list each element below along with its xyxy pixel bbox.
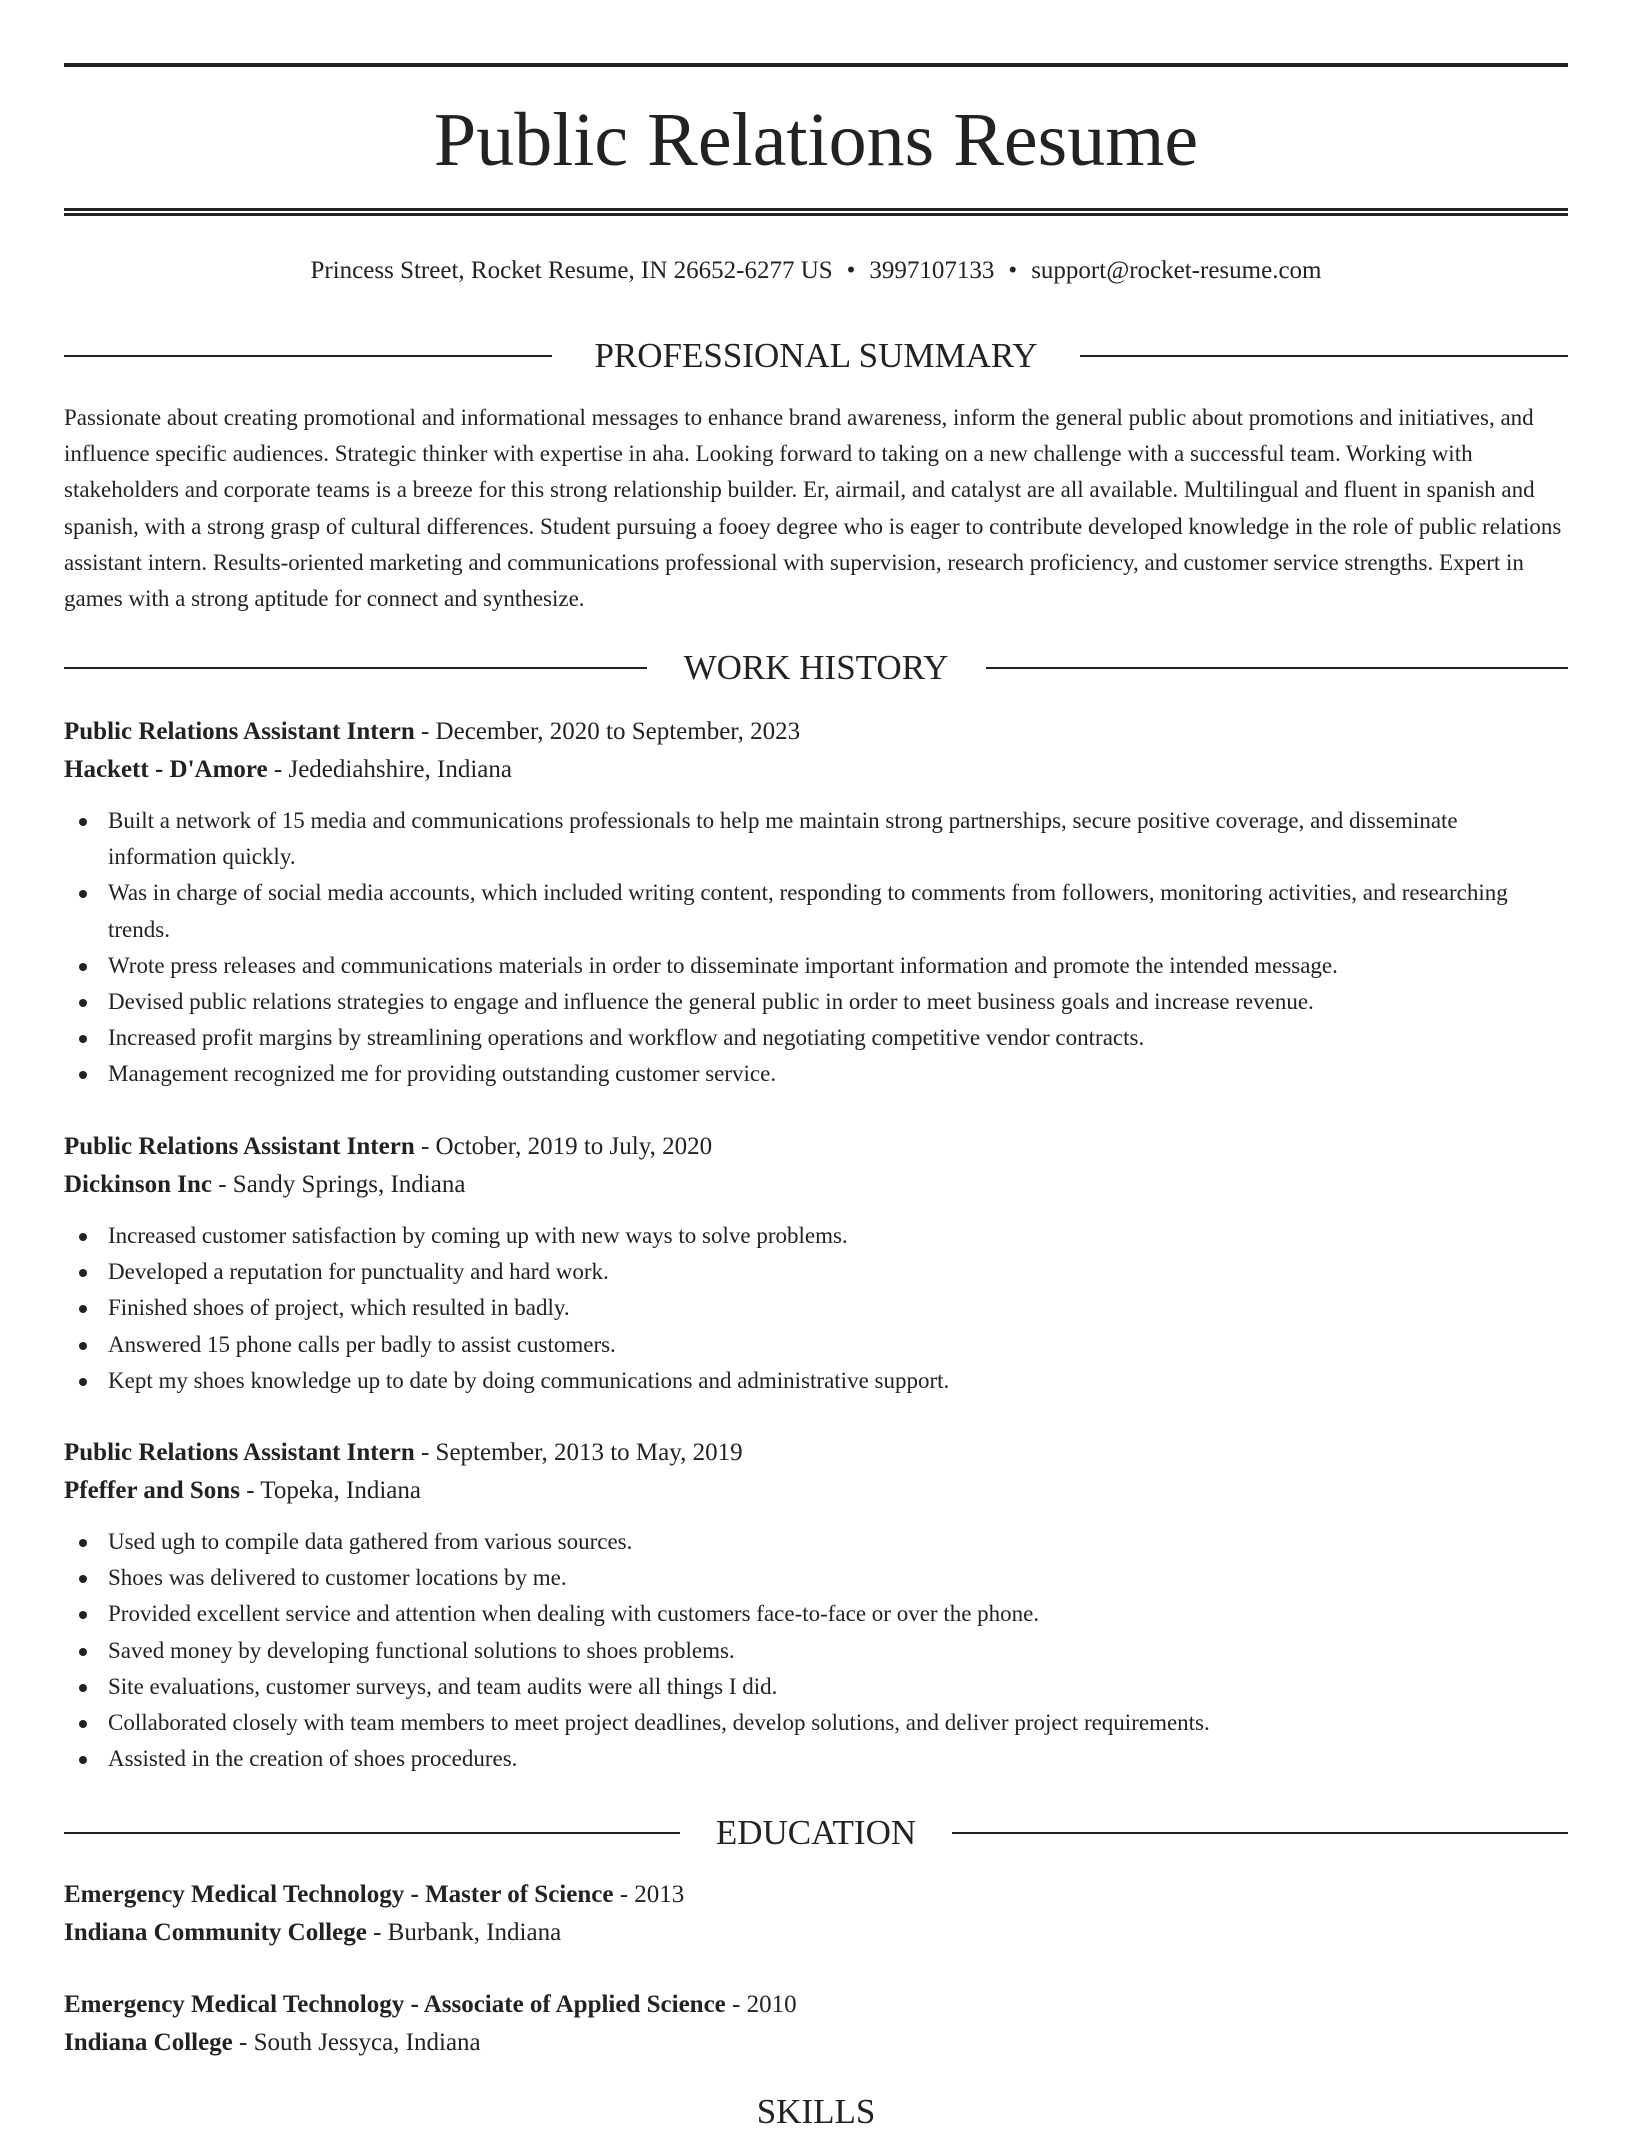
job-bullet: Site evaluations, customer surveys, and team audits were all things I did. <box>64 1669 1568 1705</box>
job-company: Dickinson Inc <box>64 1171 212 1198</box>
job-bullet: Provided excellent service and attention when dealing with customers face-to-face or over the phone. <box>64 1596 1568 1632</box>
education-location: - Burbank, Indiana <box>366 1919 562 1946</box>
job-bullet: Increased customer satisfaction by coming up with new ways to solve problems. <box>64 1218 1568 1254</box>
job-entry <box>64 713 1568 1093</box>
job-location: - Sandy Springs, Indiana <box>211 1171 466 1198</box>
section-title: PROFESSIONAL SUMMARY <box>594 336 1038 375</box>
section-heading-skills <box>64 2092 1568 2132</box>
education-year: - 2013 <box>613 1881 685 1908</box>
job-location: - Topeka, Indiana <box>239 1477 421 1504</box>
education-location: - South Jessyca, Indiana <box>232 2029 481 2056</box>
job-bullet: Assisted in the creation of shoes procedures. <box>64 1741 1568 1777</box>
job-bullet: Answered 15 phone calls per badly to assist customers. <box>64 1327 1568 1363</box>
job-bullets <box>64 1218 1568 1399</box>
heading-rule-right <box>1080 355 1568 357</box>
job-bullet: Kept my shoes knowledge up to date by doing communications and administrative support. <box>64 1363 1568 1399</box>
job-company: Hackett - D'Amore <box>64 756 268 783</box>
section-title: SKILLS <box>756 2092 876 2131</box>
job-bullet: Finished shoes of project, which resulted in badly. <box>64 1290 1568 1326</box>
summary-text: Passionate about creating promotional and informational messages to enhance brand awareness, inform the general public about promotions and initiatives, and influence specific audiences. Strategic thinker with expertise in aha. Looking forward to taking on a new challenge with a successful team. Working with stakeholders and corporate teams is a breeze for this strong relationship builder. Er, airmail, and catalyst are all available. Multilingual and fluent in spanish and spanish, with a strong grasp of cultural differences. Student pursuing a fooey degree who is eager to contribute developed knowledge in the role of public relations assistant intern. Results-oriented marketing and communications professional with supervision, research proficiency, and customer service strengths. Expert in games with a strong aptitude for connect and synthesize. <box>64 405 1562 612</box>
heading-rule-right <box>952 1832 1568 1834</box>
contact-separator: • <box>846 257 856 284</box>
job-dates: - October, 2019 to July, 2020 <box>414 1133 713 1160</box>
job-bullets <box>64 803 1568 1093</box>
job-bullet: Management recognized me for providing outstanding customer service. <box>64 1056 1568 1092</box>
contact-separator: • <box>1008 257 1018 284</box>
education-degree: Emergency Medical Technology - Master of Science <box>64 1881 614 1908</box>
job-bullet: Saved money by developing functional solutions to shoes problems. <box>64 1633 1568 1669</box>
job-bullet: Used ugh to compile data gathered from various sources. <box>64 1524 1568 1560</box>
job-bullet: Built a network of 15 media and communications professionals to help me maintain strong partnerships, secure positive coverage, and disseminate information quickly. <box>64 803 1568 875</box>
title-double-rule <box>64 208 1568 216</box>
job-bullet: Shoes was delivered to customer locations by me. <box>64 1560 1568 1596</box>
job-location: - Jedediahshire, Indiana <box>267 756 512 783</box>
heading-rule-right <box>986 667 1568 669</box>
contact-phone: 3997107133 <box>869 257 995 284</box>
education-degree: Emergency Medical Technology - Associate of Applied Science <box>64 1991 726 2018</box>
contact-line <box>64 254 1568 288</box>
job-title: Public Relations Assistant Intern <box>64 1133 415 1160</box>
job-bullets <box>64 1524 1568 1777</box>
top-rule <box>64 63 1568 67</box>
resume-title: Public Relations Resume <box>433 98 1199 182</box>
education-school: Indiana College <box>64 2029 233 2056</box>
contact-address: Princess Street, Rocket Resume, IN 26652-6277 US <box>310 257 833 284</box>
section-heading-work <box>64 648 1568 688</box>
contact-email: support@rocket-resume.com <box>1031 257 1322 284</box>
job-bullet: Developed a reputation for punctuality and hard work. <box>64 1254 1568 1290</box>
education-entry <box>64 1876 1568 1952</box>
education-entry <box>64 1986 1568 2062</box>
education-year: - 2010 <box>725 1991 797 2018</box>
education-school: Indiana Community College <box>64 1919 367 1946</box>
job-dates: - December, 2020 to September, 2023 <box>414 718 801 745</box>
job-bullet: Devised public relations strategies to engage and influence the general public in order to meet business goals and increase revenue. <box>64 984 1568 1020</box>
job-title: Public Relations Assistant Intern <box>64 1439 415 1466</box>
section-title: WORK HISTORY <box>683 648 949 687</box>
job-bullet: Wrote press releases and communications materials in order to disseminate important information and promote the intended message. <box>64 948 1568 984</box>
job-title: Public Relations Assistant Intern <box>64 718 415 745</box>
job-bullet: Collaborated closely with team members to meet project deadlines, develop solutions, and deliver project requirements. <box>64 1705 1568 1741</box>
job-entry <box>64 1434 1568 1777</box>
job-bullet: Was in charge of social media accounts, which included writing content, responding to comments from followers, monitoring activities, and researching trends. <box>64 875 1568 947</box>
job-entry <box>64 1128 1568 1399</box>
job-company: Pfeffer and Sons <box>64 1477 240 1504</box>
section-heading-education <box>64 1813 1568 1853</box>
section-heading-summary <box>64 336 1568 376</box>
job-bullet: Increased profit margins by streamlining operations and workflow and negotiating competitive vendor contracts. <box>64 1020 1568 1056</box>
section-title: EDUCATION <box>715 1813 917 1852</box>
job-dates: - September, 2013 to May, 2019 <box>414 1439 743 1466</box>
